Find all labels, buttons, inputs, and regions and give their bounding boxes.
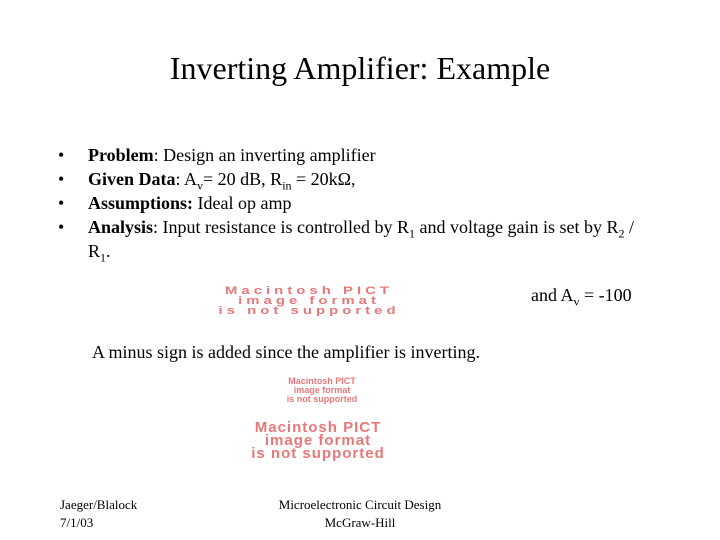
footer-publisher: McGraw-Hill <box>324 515 396 530</box>
bullet-analysis <box>58 215 658 263</box>
pict-placeholder-2: Macintosh PICT image format is not supported <box>286 377 358 404</box>
bullet-problem <box>58 143 658 167</box>
bullet-text: : Design an inverting amplifier <box>153 145 376 165</box>
minus-sign-note: A minus sign is added since the amplifier is inverting. <box>92 342 480 362</box>
bullet-dot: • <box>58 217 65 237</box>
bullet-dot: • <box>58 193 65 213</box>
footer-authors: Jaeger/Blalock <box>60 497 138 512</box>
bullet-text: : $A_v= 20$ dB, $R_{in} = 20k\Omega$, <box>175 169 356 193</box>
bullet-assumptions <box>58 191 658 215</box>
footer-book <box>260 496 460 532</box>
bullet-label: Given Data <box>88 169 176 189</box>
pict-placeholder-3: Macintosh PICT image format is not supported <box>251 421 385 461</box>
bullet-given-data <box>58 167 658 191</box>
pict-placeholder-1: Macintosh PICT image format is not supported <box>218 286 400 316</box>
bullet-text: Ideal op amp <box>193 193 292 213</box>
bullet-label: Problem <box>88 145 154 165</box>
footer-book-title: Microelectronic Circuit Design <box>278 497 442 512</box>
bullet-label: Assumptions: <box>88 193 194 213</box>
bullet-dot: • <box>58 169 65 189</box>
bullet-text: : Input resistance is controlled by $R_1$ and voltage gain is set by $R_2 / R_1$. <box>88 217 634 265</box>
footer-author-date <box>60 496 137 532</box>
bullet-label: Analysis <box>88 217 154 237</box>
bullet-dot: • <box>58 145 65 165</box>
slide-title: Inverting Amplifier: Example <box>169 50 551 86</box>
footer-date: 7/1/03 <box>60 515 94 530</box>
bullet-list <box>58 143 658 263</box>
gain-value: and $A_v = -100$ <box>531 285 632 309</box>
